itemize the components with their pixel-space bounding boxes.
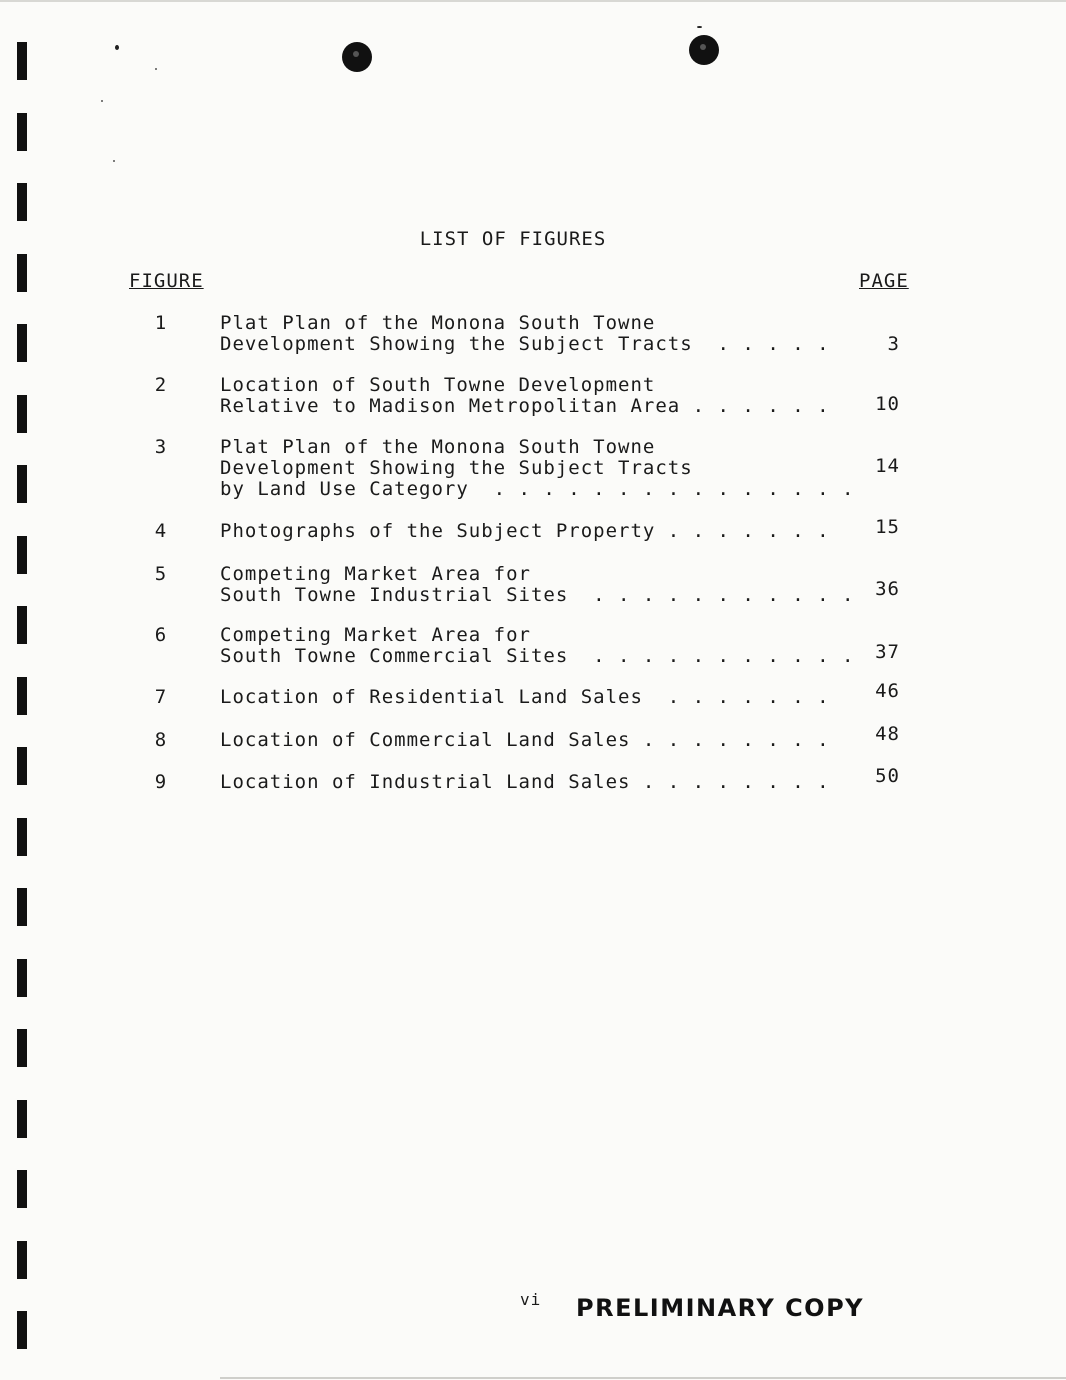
binder-mark — [17, 959, 27, 997]
binder-mark — [17, 183, 27, 221]
figure-caption-line: South Towne Commercial Sites . . . . . . . . . . . — [220, 645, 855, 667]
page-top-edge — [0, 0, 1066, 2]
binder-mark — [17, 42, 27, 80]
figure-number: 3 — [154, 436, 168, 458]
figure-column-header: FIGURE — [129, 270, 204, 292]
figure-caption — [220, 375, 840, 417]
figure-number: 9 — [154, 771, 168, 793]
figure-caption-line: Competing Market Area for — [220, 624, 531, 646]
binder-mark — [17, 1170, 27, 1208]
figure-caption-line: Plat Plan of the Monona South Towne — [220, 436, 656, 458]
page-folio: vi — [520, 1290, 542, 1309]
figure-caption-line: Development Showing the Subject Tracts . . . . . — [220, 333, 830, 355]
figure-page-number: 50 — [875, 765, 900, 787]
figure-number: 2 — [154, 374, 168, 396]
document-title: LIST OF FIGURES — [419, 228, 607, 250]
figure-page-number: 10 — [875, 393, 900, 415]
punch-hole-icon — [689, 35, 719, 65]
speck — [101, 100, 103, 102]
figure-caption-line: Competing Market Area for — [220, 563, 531, 585]
figure-caption — [220, 687, 840, 708]
figure-page-number: 37 — [875, 641, 900, 663]
figure-caption — [220, 772, 840, 793]
figure-number: 4 — [154, 520, 168, 542]
speck — [115, 45, 119, 50]
binder-mark — [17, 747, 27, 785]
binder-mark — [17, 1241, 27, 1279]
binder-mark — [17, 254, 27, 292]
figure-page-number: 3 — [887, 333, 900, 355]
punch-hole-icon — [342, 42, 372, 72]
binder-mark — [17, 1311, 27, 1349]
binder-mark — [17, 606, 27, 644]
binder-mark — [17, 324, 27, 362]
figure-caption-line: Location of Industrial Land Sales . . . . . . . . — [220, 771, 830, 793]
figure-caption-line: Development Showing the Subject Tracts — [220, 457, 693, 479]
figure-page-number: 48 — [875, 723, 900, 745]
figure-number: 6 — [154, 624, 168, 646]
figure-number: 8 — [154, 729, 168, 751]
figure-page-number: 36 — [875, 578, 900, 600]
figure-page-number: 15 — [875, 516, 900, 538]
figure-page-number: 46 — [875, 680, 900, 702]
figure-caption-line: Location of Commercial Land Sales . . . . . . . . — [220, 729, 830, 751]
figure-caption — [220, 521, 840, 542]
binder-mark — [17, 818, 27, 856]
figure-caption — [220, 624, 855, 667]
figure-caption — [220, 436, 855, 500]
figure-caption-line: by Land Use Category . . . . . . . . . . . . . . . — [220, 478, 855, 500]
figure-caption — [220, 730, 840, 751]
figure-number: 7 — [154, 686, 168, 708]
binder-mark — [17, 677, 27, 715]
figure-caption-line: Plat Plan of the Monona South Towne — [220, 312, 656, 334]
figure-caption — [220, 563, 855, 606]
figure-number: 1 — [154, 312, 168, 334]
page-column-header: PAGE — [859, 270, 909, 292]
binder-mark — [17, 113, 27, 151]
binder-mark — [17, 465, 27, 503]
figure-caption-line: Location of South Towne Development — [220, 374, 656, 396]
binder-mark — [17, 1029, 27, 1067]
speck — [113, 160, 115, 162]
figure-caption-line: Relative to Madison Metropolitan Area . . . . . . — [220, 395, 830, 417]
binder-mark — [17, 395, 27, 433]
figure-caption — [220, 313, 840, 355]
figure-caption-line: South Towne Industrial Sites . . . . . . . . . . . — [220, 584, 855, 606]
figure-page-number: 14 — [875, 455, 900, 477]
binder-mark — [17, 888, 27, 926]
figure-caption-line: Location of Residential Land Sales . . . . . . . — [220, 686, 830, 708]
page-bottom-edge — [220, 1377, 1066, 1379]
binder-mark — [17, 536, 27, 574]
speck — [697, 26, 702, 28]
preliminary-copy-stamp: PRELIMINARY COPY — [576, 1294, 865, 1322]
figure-number: 5 — [154, 563, 168, 585]
speck — [155, 68, 157, 70]
figure-caption-line: Photographs of the Subject Property . . . . . . . — [220, 520, 830, 542]
binder-mark — [17, 1100, 27, 1138]
